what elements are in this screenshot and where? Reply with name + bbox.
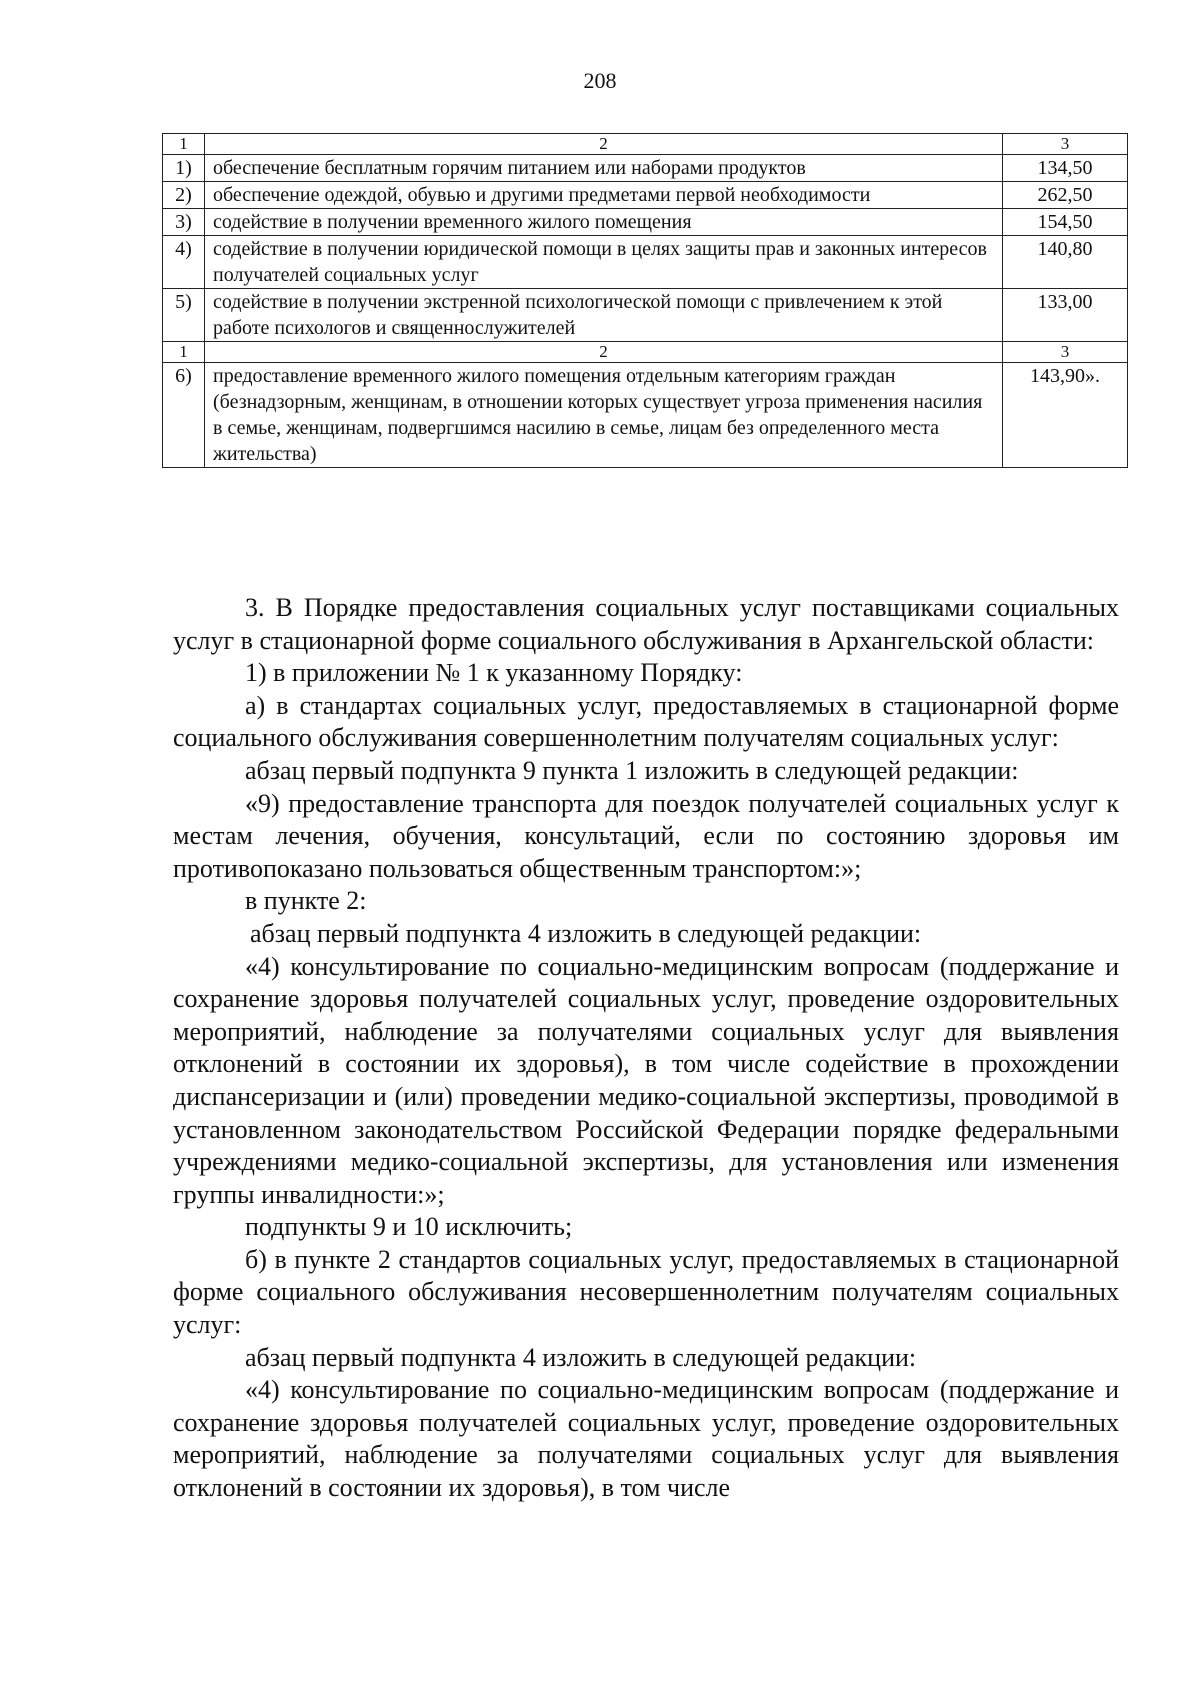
- row-value: 133,00: [1003, 289, 1128, 342]
- table-row: [163, 363, 1128, 468]
- paragraph: 3. В Порядке предоставления социальных услуг поставщиками социальных услуг в стационарной форме социального обслуживания в Архангельской области:: [173, 593, 1119, 655]
- row-number: 3): [163, 209, 205, 236]
- table-row: [163, 155, 1128, 182]
- row-number: 1): [163, 155, 205, 182]
- table-row: [163, 236, 1128, 289]
- paragraph: абзац первый подпункта 4 изложить в следующей редакции:: [245, 1342, 917, 1372]
- table-header-row-repeat: [163, 342, 1128, 363]
- services-table: [162, 133, 1128, 468]
- header-cell-col3: 3: [1003, 342, 1128, 363]
- document-body: [173, 592, 1119, 1505]
- row-text: содействие в получении юридической помощи в целях защиты прав и законных интересов получателей социальных услуг: [205, 236, 1003, 289]
- header-cell-col1: 1: [163, 342, 205, 363]
- page-number: 208: [583, 68, 617, 93]
- row-number: 6): [163, 363, 205, 468]
- row-text: обеспечение одеждой, обувью и другими предметами первой необходимости: [205, 182, 1003, 209]
- row-value: 140,80: [1003, 236, 1128, 289]
- paragraph: б) в пункте 2 стандартов социальных услуг, предоставляемых в стационарной форме социального обслуживания несовершеннолетним получателям социальных услуг:: [173, 1244, 1119, 1340]
- paragraph: а) в стандартах социальных услуг, предоставляемых в стационарной форме социального обслуживания совершеннолетним получателям социальных услуг:: [173, 690, 1119, 753]
- row-value: 262,50: [1003, 182, 1128, 209]
- header-cell-col3: 3: [1003, 134, 1128, 155]
- paragraph: абзац первый подпункта 9 пункта 1 изложить в следующей редакции:: [245, 755, 1019, 785]
- row-number: 5): [163, 289, 205, 342]
- table-row: [163, 289, 1128, 342]
- table-row: [163, 209, 1128, 236]
- paragraph: абзац первый подпункта 4 изложить в следующей редакции:: [250, 918, 922, 948]
- paragraph: «9) предоставление транспорта для поездок получателей социальных услуг к местам лечения, обучения, консультаций, если по состоянию здоровья им противопоказано пользоваться общественным транспортом:»;: [173, 788, 1119, 883]
- paragraph: «4) консультирование по социально-медицинским вопросам (поддержание и сохранение здоровья получателей социальных услуг, проведение оздоровительных мероприятий, наблюдение за получателями социальных услуг для выявления отклонений в состоянии их здоровья), в том числе: [173, 1375, 1119, 1503]
- row-text: обеспечение бесплатным горячим питанием или наборами продуктов: [205, 155, 1003, 182]
- row-text: предоставление временного жилого помещения отдельным категориям граждан (безнадзорным, женщинам, в отношении которых существует угроза применения насилия в семье, женщинам, подвергшимся насилию в семье, лицам без определенного места жительства): [205, 363, 1003, 468]
- row-number: 4): [163, 236, 205, 289]
- row-value: 134,50: [1003, 155, 1128, 182]
- paragraph: в пункте 2:: [245, 886, 367, 916]
- row-value: 143,90».: [1003, 363, 1128, 468]
- header-cell-col2: 2: [205, 134, 1003, 155]
- table-row: [163, 182, 1128, 209]
- paragraph: «4) консультирование по социально-медицинским вопросам (поддержание и сохранение здоровья получателей социальных услуг, проведение оздоровительных мероприятий, наблюдение за получателями социальных услуг для выявления отклонений в состоянии их здоровья), в том числе содействие в прохождении диспансеризации и (или) проведении медико-социальной экспертизы, проводимой в установленном законодательством Российской Федерации порядке федеральными учреждениями медико-социальной экспертизы, для установления или изменения группы инвалидности:»;: [173, 951, 1119, 1209]
- row-number: 2): [163, 182, 205, 209]
- table-header-row: [163, 134, 1128, 155]
- row-text: содействие в получении экстренной психологической помощи с привлечением к этой работе психологов и священнослужителей: [205, 289, 1003, 342]
- paragraph: подпункты 9 и 10 исключить;: [245, 1212, 573, 1242]
- header-cell-col2: 2: [205, 342, 1003, 363]
- header-cell-col1: 1: [163, 134, 205, 155]
- row-text: содействие в получении временного жилого помещения: [205, 209, 1003, 236]
- paragraph: 1) в приложении № 1 к указанному Порядку:: [245, 658, 743, 688]
- row-value: 154,50: [1003, 209, 1128, 236]
